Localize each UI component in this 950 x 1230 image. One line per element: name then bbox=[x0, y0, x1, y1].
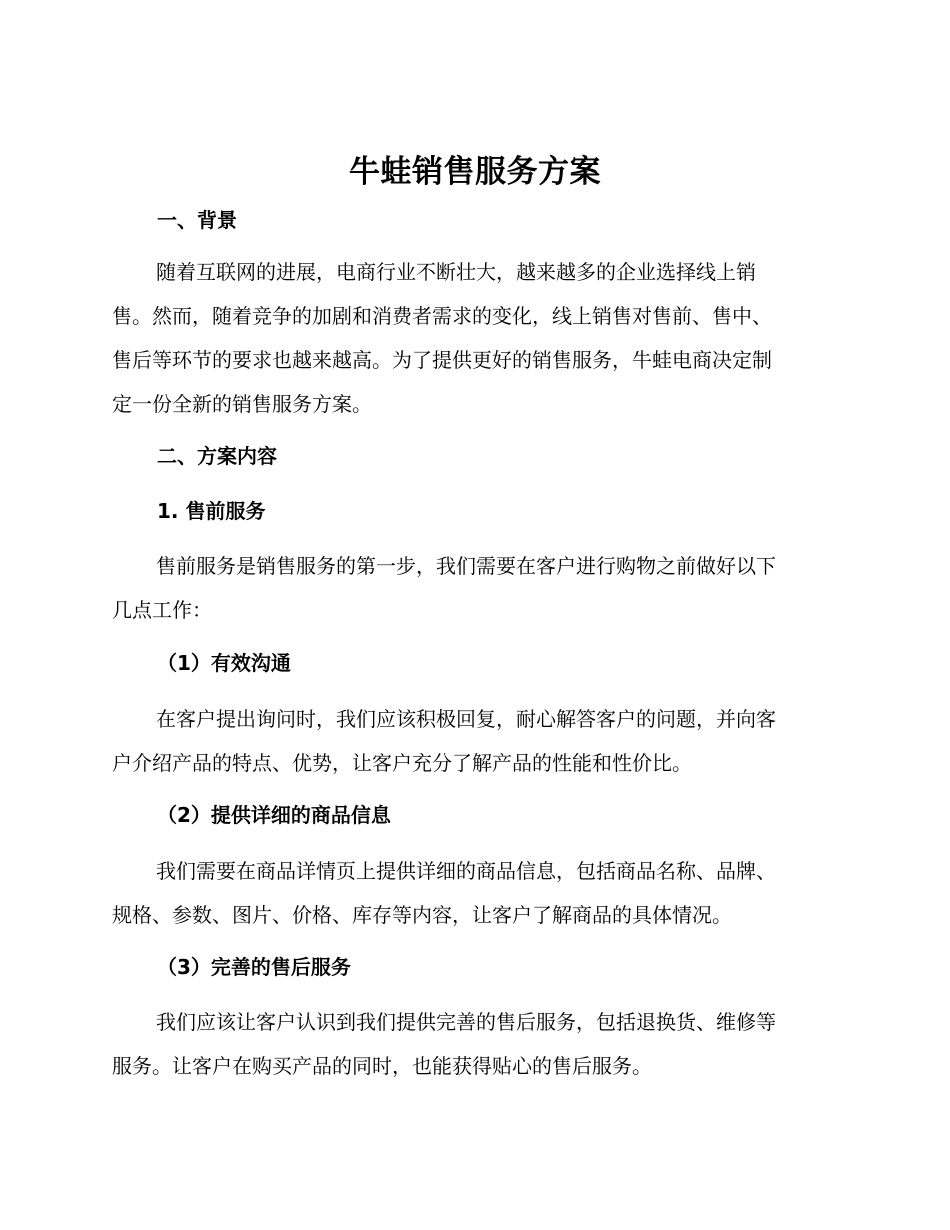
paragraph-line: 规格、参数、图片、价格、库存等内容，让客户了解商品的具体情况。 bbox=[112, 903, 732, 927]
item-heading-product-info: （2）提供详细的商品信息 bbox=[157, 803, 391, 827]
subheading-presale-service: 1. 售前服务 bbox=[157, 499, 266, 523]
presale-paragraph bbox=[112, 544, 832, 632]
aftersale-paragraph bbox=[112, 1000, 832, 1088]
paragraph-line: 售。然而，随着竞争的加剧和消费者需求的变化，线上销售对售前、售中、 bbox=[112, 304, 772, 328]
background-paragraph bbox=[112, 250, 832, 426]
paragraph-line: 几点工作： bbox=[112, 598, 212, 622]
paragraph-line: 服务。让客户在购买产品的同时，也能获得贴心的售后服务。 bbox=[112, 1054, 652, 1078]
paragraph-line: 售后等环节的要求也越来越高。为了提供更好的销售服务，牛蛙电商决定制 bbox=[112, 348, 772, 372]
paragraph-line: 定一份全新的销售服务方案。 bbox=[112, 392, 372, 416]
item-heading-effective-communication: （1）有效沟通 bbox=[157, 651, 291, 675]
paragraph-line: 我们应该让客户认识到我们提供完善的售后服务，包括退换货、维修等 bbox=[156, 1010, 776, 1034]
document-title: 牛蛙销售服务方案 bbox=[349, 154, 601, 190]
section-heading-background: 一、背景 bbox=[157, 208, 237, 232]
paragraph-line: 随着互联网的进展，电商行业不断壮大，越来越多的企业选择线上销 bbox=[156, 260, 756, 284]
paragraph-line: 我们需要在商品详情页上提供详细的商品信息，包括商品名称、品牌、 bbox=[156, 859, 776, 883]
paragraph-line: 售前服务是销售服务的第一步，我们需要在客户进行购物之前做好以下 bbox=[156, 554, 776, 578]
communication-paragraph bbox=[112, 697, 832, 785]
product-info-paragraph bbox=[112, 849, 832, 937]
section-heading-plan-content: 二、方案内容 bbox=[157, 444, 277, 468]
item-heading-aftersale-service: （3）完善的售后服务 bbox=[157, 955, 351, 979]
paragraph-line: 在客户提出询问时，我们应该积极回复，耐心解答客户的问题，并向客 bbox=[156, 707, 776, 731]
paragraph-line: 户介绍产品的特点、优势，让客户充分了解产品的性能和性价比。 bbox=[112, 751, 692, 775]
